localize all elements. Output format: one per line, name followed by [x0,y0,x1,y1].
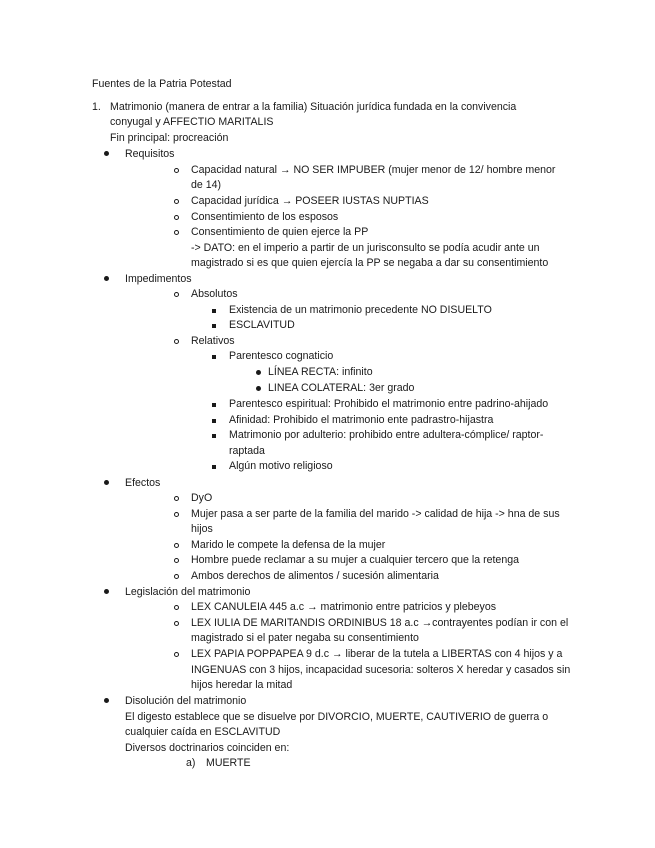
fin-principal: Fin principal: procreación [110,132,229,144]
list-item: magistrado si el pater negaba su consentimiento [191,632,419,644]
absolutos-label: Absolutos [191,288,238,300]
circle-bullet-icon [174,496,179,501]
list-item: Marido le compete la defensa de la mujer [191,539,386,551]
list-item: LÍNEA RECTA: infinito [268,366,373,378]
list-item: Existencia de un matrimonio precedente NO DISUELTO [229,304,492,316]
list-item: DyO [191,492,213,504]
list-item: ESCLAVITUD [229,319,295,331]
bullet-icon [104,480,109,485]
bullet-icon [256,386,261,391]
circle-bullet-icon [174,574,179,579]
efectos-heading: Efectos [125,477,161,489]
circle-bullet-icon [174,558,179,563]
list-item: LEX CANULEIA 445 a.c → matrimonio entre patricios y plebeyos [191,601,497,613]
list-item: Afinidad: Prohibido el matrimonio ente padrastro-hijastra [229,414,494,426]
list-item: Consentimiento de los esposos [191,211,339,223]
list-item: Algún motivo religioso [229,460,333,472]
bullet-icon [104,276,109,281]
disolucion-heading: Disolución del matrimonio [125,695,247,707]
circle-bullet-icon [174,543,179,548]
list-marker: a) [186,757,196,769]
list-item: INGENUAS con 3 hijos, incapacidad sucesoria: solteros X heredar y casados sin [191,664,571,676]
circle-bullet-icon [174,512,179,517]
square-bullet-icon [212,465,216,469]
list-item: LINEA COLATERAL: 3er grado [268,382,415,394]
bullet-icon [104,151,109,156]
list-item: Consentimiento de quien ejerce la PP [191,226,369,238]
section-number: 1. [92,101,101,113]
bullet-icon [104,589,109,594]
list-item: LEX PAPIA POPPAPEA 9 d.c → liberar de la tutela a LIBERTAS con 4 hijos y a [191,648,563,660]
circle-bullet-icon [174,230,179,235]
list-item: Hombre puede reclamar a su mujer a cualquier tercero que la retenga [191,554,519,566]
requisitos-heading: Requisitos [125,148,175,160]
circle-bullet-icon [174,621,179,626]
list-item: LEX IULIA DE MARITANDIS ORDINIBUS 18 a.c →contrayentes podían ir con el [191,617,569,629]
circle-bullet-icon [174,199,179,204]
square-bullet-icon [212,419,216,423]
disolucion-text: cualquier caída en ESCLAVITUD [125,726,281,738]
list-item: Capacidad natural → NO SER IMPUBER (mujer menor de 12/ hombre menor [191,164,556,176]
dato-note: -> DATO: en el imperio a partir de un jurisconsulto se podía acudir ante un [191,242,540,254]
list-item: Ambos derechos de alimentos / sucesión alimentaria [191,570,439,582]
bullet-icon [104,698,109,703]
list-item: Parentesco espiritual: Prohibido el matrimonio entre padrino-ahijado [229,398,549,410]
list-item: hijos [191,523,213,535]
list-item: Matrimonio por adulterio: prohibido entre adultera-cómplice/ raptor- [229,429,544,441]
square-bullet-icon [212,309,216,313]
bullet-icon [256,370,261,375]
dato-note: magistrado si es que quien ejercía la PP se negaba a dar su consentimiento [191,257,549,269]
square-bullet-icon [212,355,216,359]
relativos-label: Relativos [191,335,235,347]
disolucion-text: El digesto establece que se disuelve por DIVORCIO, MUERTE, CAUTIVERIO de guerra o [125,711,549,723]
circle-bullet-icon [174,339,179,344]
square-bullet-icon [212,403,216,407]
list-item: Parentesco cognaticio [229,350,334,362]
list-item: Mujer pasa a ser parte de la familia del marido -> calidad de hija -> hna de sus [191,508,560,520]
legislacion-heading: Legislación del matrimonio [125,586,251,598]
square-bullet-icon [212,434,216,438]
list-item: de 14) [191,179,222,191]
circle-bullet-icon [174,215,179,220]
circle-bullet-icon [174,652,179,657]
document-title: Fuentes de la Patria Potestad [92,78,232,90]
circle-bullet-icon [174,292,179,297]
list-item: raptada [229,445,265,457]
impedimentos-heading: Impedimentos [125,273,192,285]
circle-bullet-icon [174,605,179,610]
square-bullet-icon [212,324,216,328]
matrimonio-definition-line: conyugal y AFFECTIO MARITALIS [110,116,274,128]
list-item: Capacidad jurídica → POSEER IUSTAS NUPTIAS [191,195,429,207]
list-item: MUERTE [206,757,251,769]
list-item: hijos heredar la mitad [191,679,293,691]
matrimonio-definition-line: Matrimonio (manera de entrar a la familia) Situación jurídica fundada en la convivencia [110,101,517,113]
circle-bullet-icon [174,168,179,173]
disolucion-text: Diversos doctrinarios coinciden en: [125,742,290,754]
